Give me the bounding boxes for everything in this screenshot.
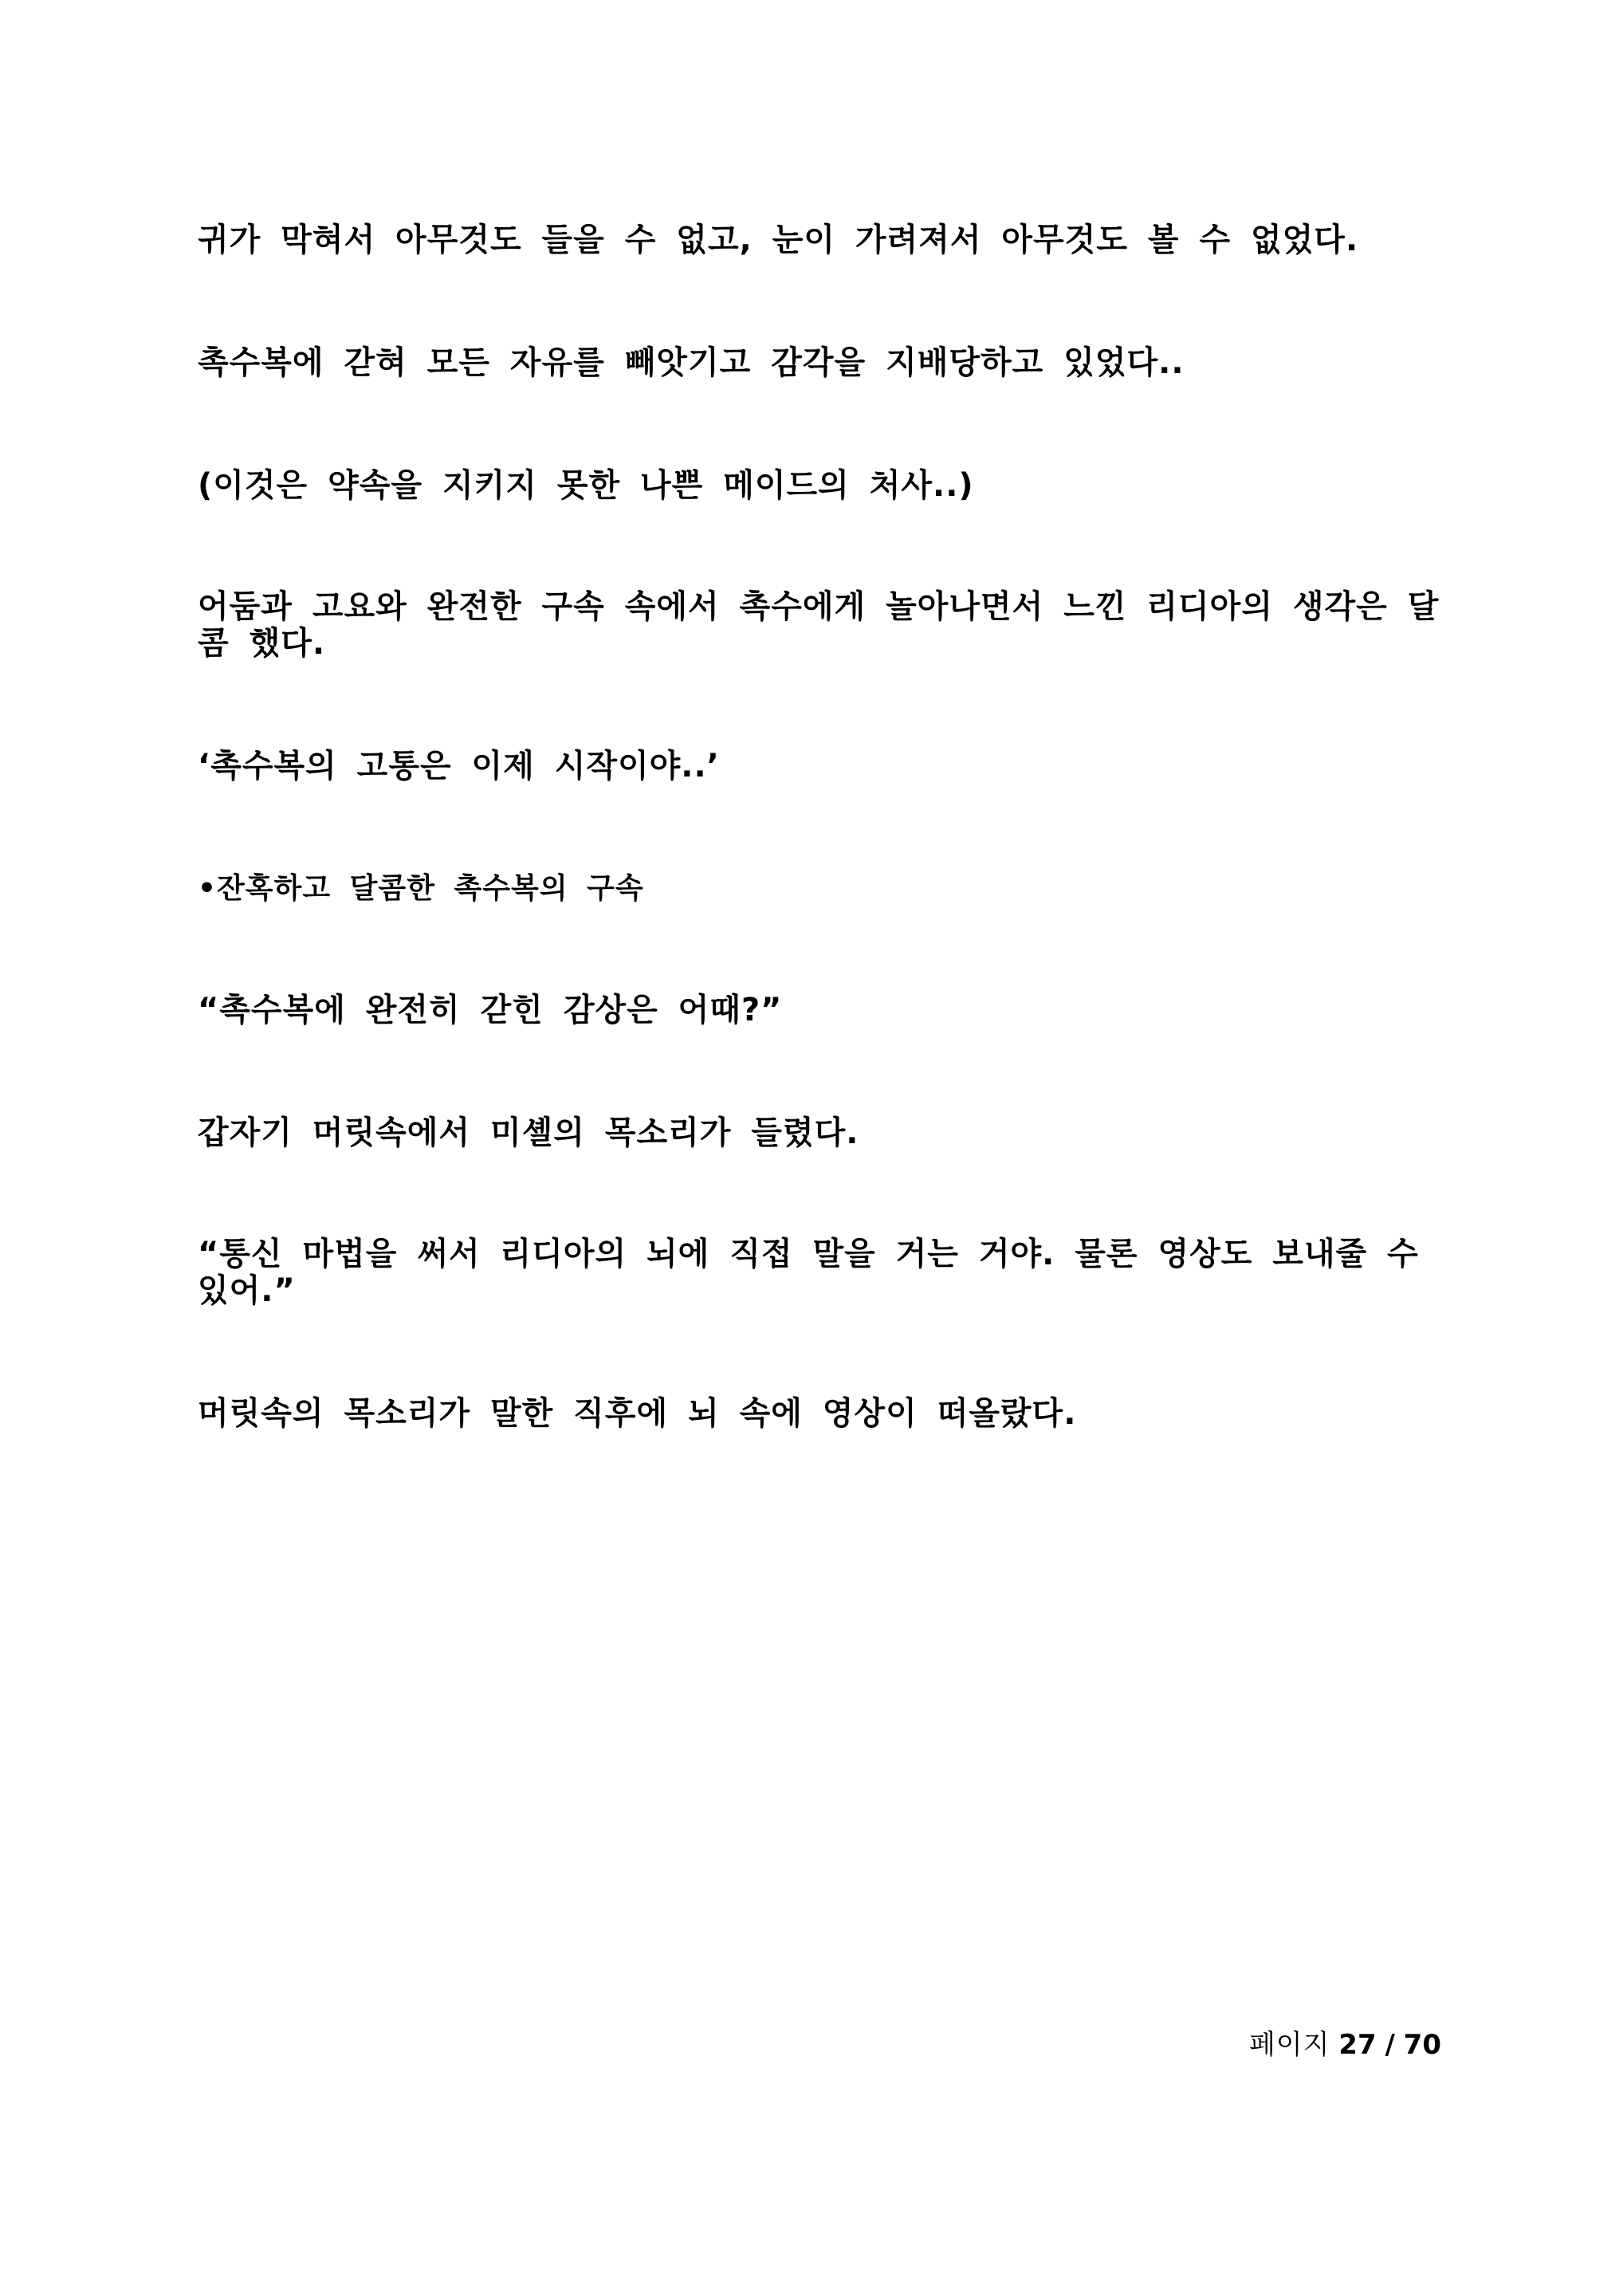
paragraph-7: 갑자기 머릿속에서 미셸의 목소리가 들렸다. bbox=[198, 1115, 859, 1151]
paragraph-4: 어둠과 고요와 완전한 구속 속에서 촉수에게 놀아나면서 느낀 리디아의 생각은 달콤 했다. bbox=[198, 588, 1440, 662]
paragraph-6: “촉수복에 완전히 갇힌 감상은 어때?” bbox=[198, 992, 783, 1028]
paragraph-3: (이것은 약속을 지키지 못한 나쁜 메이드의 처사..) bbox=[198, 467, 974, 504]
paragraph-1: 귀가 막혀서 아무것도 들을 수 없고, 눈이 가려져서 아무것도 볼 수 없었다. bbox=[198, 222, 1359, 258]
page-number-footer bbox=[1249, 2029, 1441, 2061]
page-label: 페이지 bbox=[1248, 2029, 1330, 2061]
current-page-number: 27 bbox=[1338, 2029, 1377, 2061]
paragraph-5: ‘촉수복의 고통은 이제 시작이야..’ bbox=[198, 748, 720, 784]
section-bullet-heading: •잔혹하고 달콤한 촉수복의 구속 bbox=[198, 872, 644, 905]
paragraph-2: 촉수복에 갇혀 모든 자유를 빼앗기고 감각을 지배당하고 있었다.. bbox=[198, 344, 1185, 381]
paragraph-8: “통신 마법을 써서 리디아의 뇌에 직접 말을 거는 거야. 물론 영상도 보내줄 수 있어.” bbox=[198, 1236, 1419, 1309]
page-separator: / bbox=[1385, 2029, 1395, 2061]
total-page-count: 70 bbox=[1403, 2029, 1441, 2061]
paragraph-9: 머릿속의 목소리가 말한 직후에 뇌 속에 영상이 떠올랐다. bbox=[198, 1395, 1077, 1432]
